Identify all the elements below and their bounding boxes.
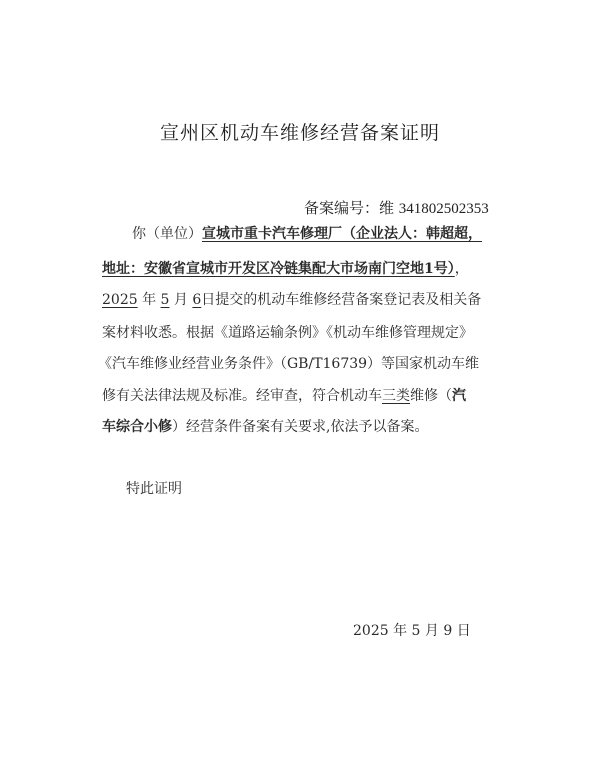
record-number-label: 备案编号：维 <box>304 199 395 217</box>
repair-scope-start: 汽 <box>452 388 466 404</box>
body-line-3 <box>102 289 481 309</box>
issue-date: 2025 年 5 月 9 日 <box>353 623 471 639</box>
submit-year: 2025 <box>102 292 138 308</box>
body-line-2 <box>102 258 469 278</box>
body-line-6-text: 修有关法律法规及标准。经审查，符合机动车 <box>102 388 382 404</box>
body-line-1 <box>132 223 482 243</box>
company-name: 宣城市重卡汽车修理厂（企业法人：韩超超， <box>202 226 482 242</box>
body-line-6 <box>102 385 466 405</box>
submit-day: 6 <box>192 292 202 308</box>
body-line-6-mid: 维修（ <box>410 388 452 404</box>
submit-year-suffix: 年 <box>142 292 157 308</box>
closing-statement: 特此证明 <box>126 481 182 497</box>
addressee-prefix: 你（单位） <box>132 226 202 242</box>
line-2-punct: ， <box>454 261 469 277</box>
company-address: 地址：安徽省宣城市开发区冷链集配大市场南门空地1号） <box>102 261 455 277</box>
record-number-value: 341802502353 <box>398 201 489 217</box>
submit-month: 5 <box>160 292 170 308</box>
body-line-5: 《汽车维修业经营业务条件》（GB/T16739）等国家机动车维 <box>98 356 480 372</box>
record-number <box>304 197 489 218</box>
submit-month-suffix: 月 <box>173 292 188 308</box>
body-line-3-rest: 日提交的机动车维修经营备案登记表及相关备 <box>201 292 482 308</box>
repair-scope: 车综合小修 <box>102 419 172 435</box>
body-line-7-rest: ）经营条件备案有关要求,依法予以备案。 <box>172 419 429 435</box>
body-line-4: 案材料收悉。根据《道路运输条例》《机动车维修管理规定》 <box>102 325 473 341</box>
repair-category: 三类 <box>382 388 410 404</box>
body-line-7 <box>102 416 428 436</box>
document-title: 宣州区机动车维修经营备案证明 <box>159 122 440 144</box>
